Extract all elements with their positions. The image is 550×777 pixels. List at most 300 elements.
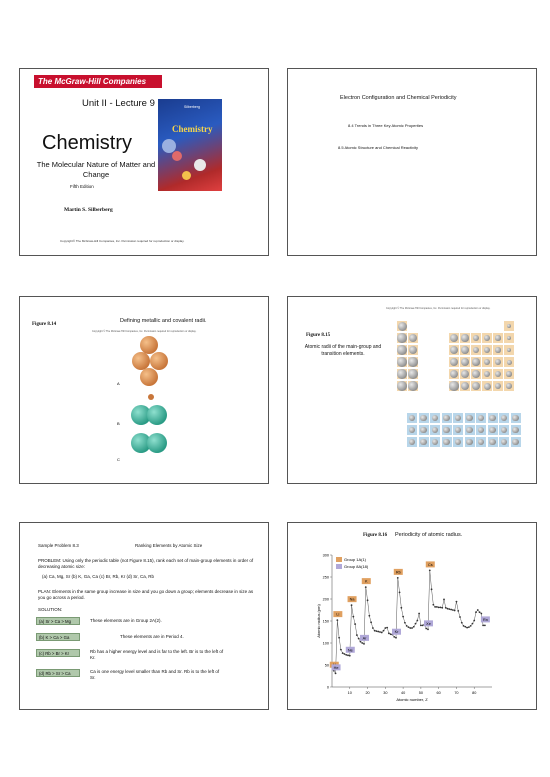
element-label: Kr <box>394 630 399 635</box>
atom-cell <box>482 357 492 367</box>
atom-cell <box>504 369 514 379</box>
data-point <box>404 622 406 624</box>
figure-label: Figure 8.15 <box>306 333 331 338</box>
figure-description: Atomic radii of the main-group and transition elements. <box>304 344 382 357</box>
data-point <box>420 625 422 627</box>
data-point <box>340 649 342 651</box>
atom-cell <box>488 413 498 423</box>
atom-sphere <box>506 383 512 389</box>
atom-cell <box>453 425 463 435</box>
atom-cell <box>504 321 514 331</box>
answer-d: (d) Rb > Sr > Ca <box>36 669 80 677</box>
atom-sphere <box>489 427 495 433</box>
data-point <box>365 586 367 588</box>
atom-sphere <box>455 415 461 421</box>
element-label: Xe <box>426 621 431 626</box>
atom-sphere <box>461 370 469 378</box>
atom-cell <box>397 333 407 343</box>
atom-cell <box>430 413 440 423</box>
atom-sphere <box>495 347 500 352</box>
data-point <box>363 643 365 645</box>
data-point <box>457 610 459 612</box>
atom-cell <box>476 437 486 447</box>
answer-a-explanation: These elements are in Group 2A(2). <box>90 618 162 623</box>
atom-cell <box>460 381 470 391</box>
atom-sphere <box>409 439 415 445</box>
atom-cell <box>430 425 440 435</box>
atom-cell <box>482 381 492 391</box>
atom-sphere <box>432 427 438 433</box>
x-tick-label: 60 <box>436 691 441 695</box>
course-title: Chemistry <box>42 132 133 154</box>
covalent-atom <box>147 433 167 453</box>
atom-cell <box>397 381 407 391</box>
atom-sphere <box>473 347 480 354</box>
atom-cell <box>449 369 459 379</box>
element-label: Rn <box>482 617 488 622</box>
edition: Fifth Edition <box>70 184 94 189</box>
data-point <box>336 619 338 621</box>
data-point <box>440 606 442 608</box>
atom-sphere <box>472 358 479 365</box>
atomic-radii-table-graphic <box>393 317 533 481</box>
data-point <box>351 604 353 606</box>
atom-cell <box>471 357 481 367</box>
atom-sphere <box>495 335 500 340</box>
atom-sphere <box>409 334 418 343</box>
data-point <box>386 627 388 629</box>
atom-sphere <box>472 382 480 390</box>
legend-swatch <box>336 557 342 562</box>
data-point <box>379 631 381 633</box>
atomic-radius-chart <box>308 543 508 709</box>
course-subtitle: The Molecular Nature of Matter and Change <box>36 160 156 179</box>
data-point <box>472 623 474 625</box>
atom-cell <box>471 345 481 355</box>
atom-sphere <box>461 358 469 366</box>
data-point <box>374 630 376 632</box>
atom-sphere <box>397 369 407 379</box>
data-point <box>456 601 458 603</box>
data-point <box>447 608 449 610</box>
atom-cell <box>449 345 459 355</box>
atom-sphere <box>450 334 458 342</box>
panel-letter: B <box>117 421 120 426</box>
atom-sphere <box>408 357 417 366</box>
plan-text: Elements in the same group increase in size and you go down a group; elements decrease in size as you go across a period. <box>38 589 254 600</box>
outline-item: 8.4 Trends in Three Key Atomic Properties <box>348 123 424 128</box>
slide-figure-8-15 <box>287 296 537 484</box>
atom-cell <box>465 413 475 423</box>
atom-cell <box>471 369 481 379</box>
y-tick-label: 200 <box>322 597 329 602</box>
molecule-ball <box>194 159 206 171</box>
y-tick-label: 150 <box>322 619 329 624</box>
atom-cell <box>488 425 498 435</box>
data-point <box>338 637 340 639</box>
data-point <box>441 607 443 609</box>
element-label: Cs <box>427 562 433 567</box>
element-label: He <box>333 665 339 670</box>
copyright: Copyright © The McGraw-Hill Companies, Inc. Permission required for reproduction or display. <box>386 307 491 310</box>
data-point <box>425 628 427 630</box>
slide-figure-8-16 <box>287 522 537 710</box>
atom-sphere <box>484 371 491 378</box>
atom-cell <box>465 437 475 447</box>
atom-sphere <box>501 415 507 421</box>
author: Martin S. Silberberg <box>64 207 113 213</box>
atom-cell <box>407 437 417 447</box>
answer-b-explanation: These elements are in Period 4. <box>120 634 184 639</box>
y-tick-label: 50 <box>324 663 329 668</box>
x-tick-label: 70 <box>454 691 459 695</box>
data-point <box>416 620 418 622</box>
data-point <box>335 672 337 674</box>
data-point <box>431 588 433 590</box>
atom-sphere <box>506 371 511 376</box>
atom-sphere <box>432 415 438 421</box>
atom-cell <box>488 437 498 447</box>
atom-sphere <box>409 415 415 421</box>
data-point <box>354 623 356 625</box>
data-point <box>461 622 463 624</box>
atom-cell <box>511 437 521 447</box>
unit-title: Unit II - Lecture 9 <box>82 98 155 109</box>
atom-cell <box>511 425 521 435</box>
atom-sphere <box>484 359 490 365</box>
atom-sphere <box>484 383 491 390</box>
data-point <box>454 610 456 612</box>
publisher-banner: The McGraw-Hill Companies <box>34 75 162 88</box>
covalent-atom <box>147 405 167 425</box>
data-point <box>402 616 404 618</box>
atom-cell <box>504 381 514 391</box>
atom-cell <box>407 413 417 423</box>
atom-sphere <box>495 359 501 365</box>
data-point <box>477 609 479 611</box>
atom-cell <box>397 369 407 379</box>
y-tick-label: 250 <box>322 575 329 580</box>
data-point <box>459 616 461 618</box>
outline-item: 8.5 Atomic Structure and Chemical Reactivity <box>338 145 419 150</box>
x-tick-label: 50 <box>418 691 424 695</box>
solution-label: SOLUTION: <box>38 607 63 612</box>
data-point <box>352 616 354 618</box>
atom-sphere <box>461 334 468 341</box>
legend-entry: Group 8A(18) <box>344 564 369 569</box>
x-tick-label: 20 <box>365 691 370 695</box>
data-point <box>361 642 363 644</box>
atom-cell <box>449 333 459 343</box>
atom-cell <box>408 345 418 355</box>
metal-atom <box>150 352 168 370</box>
atom-cell <box>407 425 417 435</box>
figure-title: Periodicity of atomic radius. <box>395 532 463 538</box>
outline-title: Electron Configuration and Chemical Periodicity <box>340 95 457 101</box>
atom-cell <box>482 369 492 379</box>
data-point <box>376 630 378 632</box>
slide-title <box>19 68 269 256</box>
molecule-ball <box>182 171 191 180</box>
atom-sphere <box>420 427 426 433</box>
atom-cell <box>504 357 514 367</box>
atom-cell <box>430 437 440 447</box>
atom-sphere <box>420 415 426 421</box>
problem-statement <box>38 558 258 570</box>
atom-sphere <box>507 324 511 328</box>
element-label: Ar <box>362 636 367 641</box>
data-point <box>342 652 344 654</box>
atom-cell <box>499 437 509 447</box>
answer-a: (a) Sr > Ca > Mg <box>36 617 80 625</box>
atom-sphere <box>473 335 480 342</box>
atom-sphere <box>512 427 518 433</box>
legend-entry: Group 1A(1) <box>344 557 367 562</box>
metal-atom <box>140 336 158 354</box>
atom-cell <box>397 357 407 367</box>
data-point <box>383 630 385 632</box>
atom-cell <box>419 437 429 447</box>
atom-cell <box>460 345 470 355</box>
atom-cell <box>460 369 470 379</box>
legend-swatch <box>336 564 342 569</box>
element-label: Li <box>336 612 340 617</box>
atom-sphere <box>409 346 418 355</box>
data-point <box>443 599 445 601</box>
data-point <box>400 607 402 609</box>
data-point <box>418 613 420 615</box>
atom-cell <box>493 369 503 379</box>
atom-cell <box>504 333 514 343</box>
atom-cell <box>471 381 481 391</box>
x-tick-label: 80 <box>472 691 477 695</box>
book-cover-author: Silberberg <box>184 105 200 109</box>
atom-cell <box>504 345 514 355</box>
y-tick-label: 100 <box>322 641 329 646</box>
atom-sphere <box>489 415 495 421</box>
data-point <box>466 627 468 629</box>
atom-sphere <box>466 427 472 433</box>
data-point <box>473 620 475 622</box>
atom-cell <box>449 357 459 367</box>
data-point <box>344 653 346 655</box>
problem-parts: (a) Ca, Mg, Sr (b) K, Ga, Ca (c) Br, Rb, Kr (d) Sr, Ca, Rb <box>42 574 155 579</box>
answer-c-explanation: Rb has a higher energy level and is far to the left. Br is to the left of Kr. <box>90 649 224 660</box>
data-point <box>349 655 351 657</box>
atom-sphere <box>484 347 490 353</box>
atom-sphere <box>484 335 490 341</box>
data-point <box>372 627 374 629</box>
atom-sphere <box>397 333 406 342</box>
atom-sphere <box>466 439 472 445</box>
element-label: Rb <box>395 570 401 575</box>
atom-cell <box>453 437 463 447</box>
data-point <box>413 626 415 628</box>
atom-sphere <box>501 439 507 445</box>
slide-figure-8-14 <box>19 296 269 484</box>
atom-cell <box>493 357 503 367</box>
copyright: Copyright© The McGraw-Hill Companies, Inc. Permission required for reproduction or display. <box>60 239 185 243</box>
data-point <box>475 611 477 613</box>
slide-outline <box>287 68 537 256</box>
data-point <box>429 570 431 572</box>
element-label: Na <box>349 597 355 602</box>
atom-sphere <box>507 336 511 340</box>
atom-cell <box>482 333 492 343</box>
atom-sphere <box>397 357 407 367</box>
atom-cell <box>453 413 463 423</box>
data-point <box>438 606 440 608</box>
atom-cell <box>493 381 503 391</box>
metal-atom <box>132 352 150 370</box>
book-cover-image <box>158 99 222 191</box>
atom-cell <box>419 425 429 435</box>
atom-sphere <box>397 345 407 355</box>
atom-cell <box>482 345 492 355</box>
data-point <box>452 609 454 611</box>
atom-sphere <box>507 360 512 365</box>
data-point <box>347 654 349 656</box>
atom-sphere <box>466 415 472 421</box>
panel-letter: C <box>117 457 120 462</box>
y-axis-label: Atomic radius (pm) <box>316 604 321 638</box>
atom-sphere <box>478 415 484 421</box>
atom-cell <box>493 333 503 343</box>
data-point <box>463 625 465 627</box>
x-tick-label: 40 <box>400 691 406 695</box>
data-point <box>422 625 424 627</box>
atom-cell <box>442 413 452 423</box>
x-tick-label: 30 <box>383 691 388 695</box>
y-tick-label: 300 <box>322 553 329 558</box>
data-point <box>399 592 401 594</box>
answer-c: (c) Rb > Br > Kr <box>36 649 80 657</box>
x-tick-label: 10 <box>347 691 352 695</box>
data-point <box>479 611 481 613</box>
data-point <box>445 607 447 609</box>
problem-text: Using only the periodic table (not Figure 8.15), rank each set of main-group elements in order of decreasing atomic size: <box>38 558 254 569</box>
data-point <box>482 625 484 627</box>
data-point <box>468 626 470 628</box>
atom-cell <box>465 425 475 435</box>
data-point <box>450 609 452 611</box>
atom-cell <box>408 381 418 391</box>
data-point <box>406 625 408 627</box>
atom-sphere <box>408 369 418 379</box>
atom-sphere <box>443 427 449 433</box>
data-point <box>370 621 372 623</box>
data-point <box>397 577 399 579</box>
element-label: Ne <box>347 648 353 653</box>
data-point <box>434 606 436 608</box>
atom-cell <box>408 333 418 343</box>
data-point <box>436 606 438 608</box>
plan-statement <box>38 589 258 601</box>
answer-b: (b) K > Ca > Ga <box>36 633 80 641</box>
atom-sphere <box>432 439 438 445</box>
figure-label: Figure 8.16 <box>363 533 388 538</box>
molecule-ball <box>172 151 182 161</box>
data-point <box>356 634 358 636</box>
atom-cell <box>460 333 470 343</box>
problem-id: Sample Problem 8.3 <box>38 543 79 548</box>
atom-sphere <box>507 348 512 353</box>
data-point <box>411 627 413 629</box>
atom-cell <box>442 437 452 447</box>
atom-sphere <box>409 427 415 433</box>
data-point <box>367 599 369 601</box>
atom-sphere <box>472 370 479 377</box>
atom-cell <box>476 425 486 435</box>
atom-cell <box>419 413 429 423</box>
data-point <box>432 604 434 606</box>
atom-cell <box>460 357 470 367</box>
data-point <box>368 615 370 617</box>
data-point <box>358 638 360 640</box>
slide-sample-problem <box>19 522 269 710</box>
atom-sphere <box>478 427 484 433</box>
atom-cell <box>449 381 459 391</box>
figure-title: Defining metallic and covalent radii. <box>120 318 207 324</box>
atom-sphere <box>512 439 518 445</box>
data-point <box>427 628 429 630</box>
atom-sphere <box>450 358 459 367</box>
metal-atom <box>148 394 154 400</box>
atom-cell <box>493 345 503 355</box>
data-point <box>390 633 392 635</box>
atom-sphere <box>450 370 459 379</box>
atom-sphere <box>420 439 426 445</box>
atom-cell <box>408 369 418 379</box>
metal-atom <box>140 368 158 386</box>
data-point <box>464 626 466 628</box>
atom-sphere <box>397 381 407 391</box>
atom-cell <box>408 357 418 367</box>
atom-cell <box>397 345 407 355</box>
atom-cell <box>471 333 481 343</box>
atom-sphere <box>455 439 461 445</box>
atom-sphere <box>478 439 484 445</box>
atom-cell <box>442 425 452 435</box>
data-point <box>384 627 386 629</box>
data-point <box>360 641 362 643</box>
atom-cell <box>499 425 509 435</box>
plan-label: PLAN: <box>38 589 52 594</box>
data-point <box>345 654 347 656</box>
atom-sphere <box>443 439 449 445</box>
problem-label: PROBLEM: <box>38 558 62 563</box>
data-point <box>408 626 410 628</box>
data-point <box>395 637 397 639</box>
data-point <box>484 625 486 627</box>
atom-sphere <box>512 415 518 421</box>
panel-letter: A <box>117 381 120 386</box>
book-cover-title: Chemistry <box>172 124 213 134</box>
radius-series-line <box>334 570 485 673</box>
atom-cell <box>476 413 486 423</box>
atom-sphere <box>501 427 507 433</box>
data-point <box>448 608 450 610</box>
x-axis-label: Atomic number, Z <box>396 697 428 702</box>
atom-sphere <box>398 322 407 331</box>
data-point <box>409 627 411 629</box>
atom-sphere <box>450 346 458 354</box>
data-point <box>480 613 482 615</box>
copyright: Copyright © The McGraw-Hill Companies, Inc. Permission required for reproduction or display. <box>92 330 197 333</box>
atom-cell <box>511 413 521 423</box>
data-point <box>470 625 472 627</box>
atom-sphere <box>489 439 495 445</box>
